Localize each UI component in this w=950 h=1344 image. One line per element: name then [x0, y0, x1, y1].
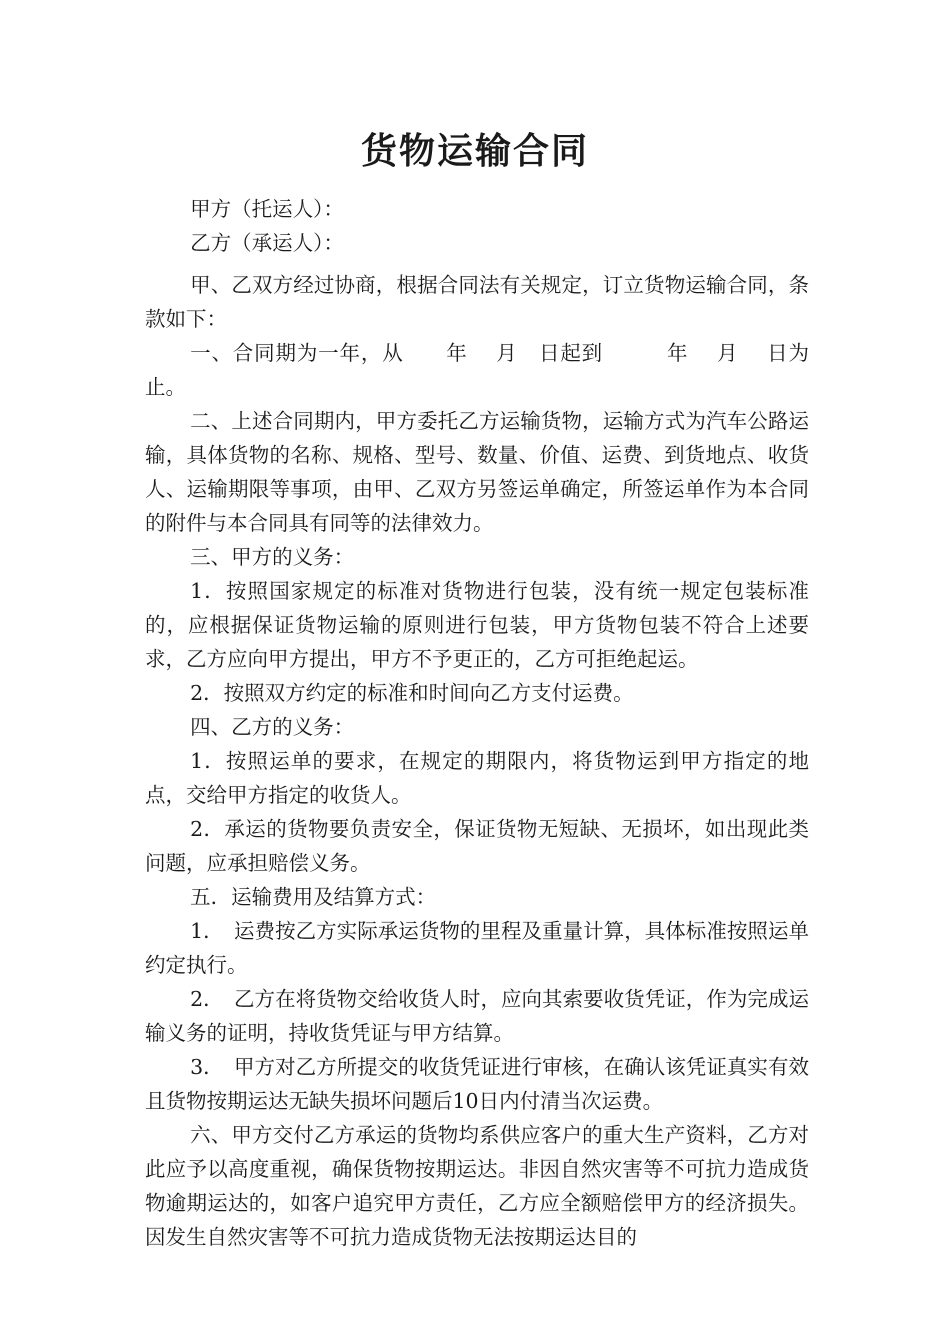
clause-5-item-3: 3． 甲方对乙方所提交的收货凭证进行审核，在确认该凭证真实有效且货物按期运达无缺失损坏问题后10日内付清当次运费。 [145, 1055, 809, 1113]
clause-3-item-1: 1．按照国家规定的标准对货物进行包装，没有统一规定包装标准的，应根据保证货物运输的原则进行包装，甲方货物包装不符合上述要求，乙方应向甲方提出，甲方不予更正的，乙方可拒绝起运。 [145, 579, 809, 671]
party-a-line: 甲方（托运人）： [190, 197, 344, 221]
clause-3-item-2: 2．按照双方约定的标准和时间向乙方支付运费。 [190, 681, 634, 705]
clause-4-item-1: 1．按照运单的要求，在规定的期限内，将货物运到甲方指定的地点，交给甲方指定的收货人。 [145, 749, 809, 807]
clause-3-heading: 三、甲方的义务： [190, 545, 355, 569]
clause-1-term: 一、合同期为一年，从 年 月 日起到 年 月 日为止。 [145, 341, 809, 399]
clause-6-paragraph: 六、甲方交付乙方承运的货物均系供应客户的重大生产资料，乙方对此应予以高度重视，确保货物按期运达。非因自然灾害等不可抗力造成货物逾期运达的，如客户追究甲方责任，乙方应全额赔偿甲方的经济损失。因发生自然灾害等不可抗力造成货物无法按期运达目的 [145, 1123, 809, 1249]
clause-5-item-2: 2． 乙方在将货物交给收货人时，应向其索要收货凭证，作为完成运输义务的证明，持收货凭证与甲方结算。 [145, 987, 809, 1045]
clause-2-scope: 二、上述合同期内，甲方委托乙方运输货物，运输方式为汽车公路运输，具体货物的名称、规格、型号、数量、价值、运费、到货地点、收货人、运输期限等事项，由甲、乙双方另签运单确定，所签运单作为本合同的附件与本合同具有同等的法律效力。 [145, 409, 809, 535]
document-title: 货物运输合同 [360, 131, 589, 172]
party-b-line: 乙方（承运人）： [190, 231, 344, 255]
clause-5-item-1: 1． 运费按乙方实际承运货物的里程及重量计算，具体标准按照运单约定执行。 [145, 919, 809, 977]
contract-body [145, 192, 809, 1254]
clause-4-item-2: 2．承运的货物要负责安全，保证货物无短缺、无损坏，如出现此类问题，应承担赔偿义务。 [145, 817, 809, 875]
intro-paragraph: 甲、乙双方经过协商，根据合同法有关规定，订立货物运输合同，条款如下： [145, 273, 809, 331]
clause-5-heading: 五．运输费用及结算方式： [190, 885, 437, 909]
clause-4-heading: 四、乙方的义务： [190, 715, 355, 739]
